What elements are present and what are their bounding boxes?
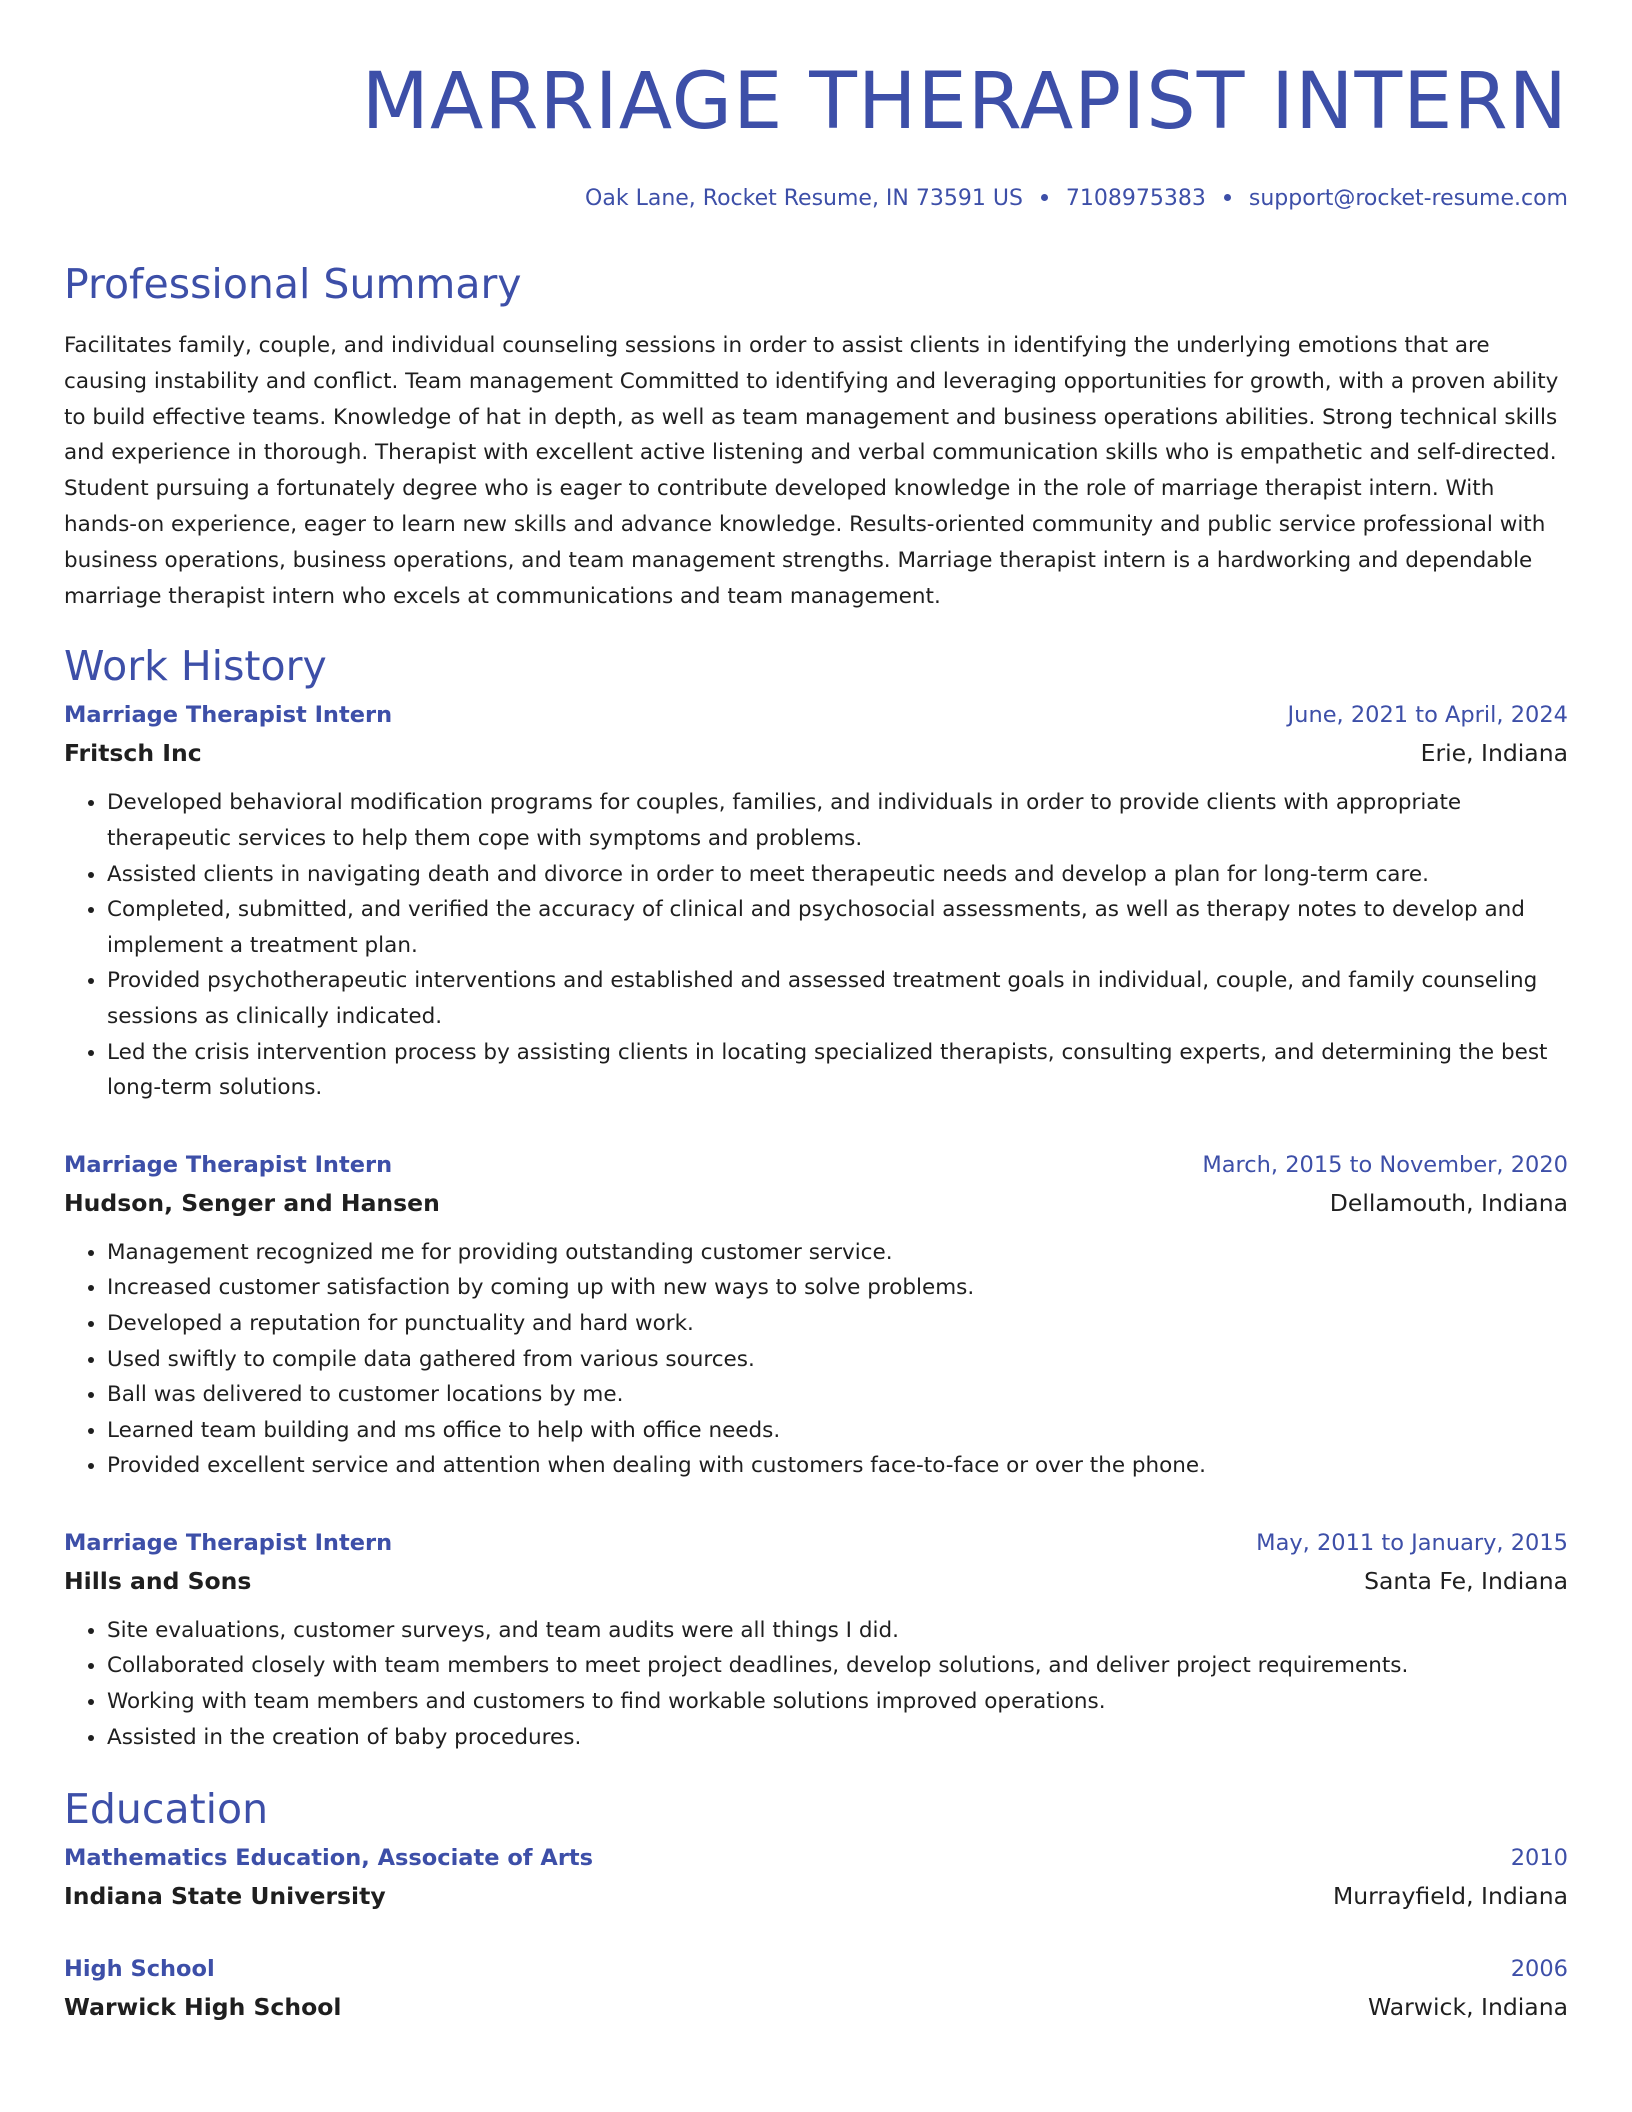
job-company-row — [64, 1184, 1568, 1223]
job-header-row — [64, 1524, 1568, 1562]
job-bullet: • Developed behavioral modification programs for couples, families, and individuals in order to provide clients with appropriate therapeutic services to help them cope with symptoms and problems. — [107, 785, 1568, 856]
job-bullet: • Led the crisis intervention process by assisting clients in locating specialized therapists, consulting experts, and determining the best long-term solutions. — [107, 1035, 1568, 1106]
job-location: Dellamouth, Indiana — [1329, 1188, 1568, 1217]
summary-heading: Professional Summary — [64, 260, 522, 308]
job-entry — [64, 1146, 1568, 1484]
education-year: 2010 — [1510, 1845, 1568, 1872]
education-entry — [64, 1950, 1568, 2027]
contact-line — [64, 184, 1568, 214]
job-bullet: • Management recognized me for providing outstanding customer service. — [107, 1235, 1568, 1271]
job-bullet: • Provided psychotherapeutic interventions and established and assessed treatment goals in individual, couple, and family counseling sessions as clinically indicated. — [107, 963, 1568, 1034]
job-bullet: • Completed, submitted, and verified the accuracy of clinical and psychosocial assessments, as well as therapy notes to develop and implement a treatment plan. — [107, 892, 1568, 963]
job-company: Fritsch Inc — [64, 739, 202, 768]
education-location: Warwick, Indiana — [1368, 1993, 1568, 2022]
job-location: Erie, Indiana — [1420, 739, 1568, 768]
job-bullet: • Assisted in the creation of baby procedures. — [107, 1720, 1568, 1756]
education-school-row — [64, 1877, 1568, 1916]
job-company: Hills and Sons — [64, 1566, 252, 1595]
bullet-separator-icon — [1224, 194, 1231, 201]
education-year: 2006 — [1510, 1956, 1568, 1983]
contact-address: Oak Lane, Rocket Resume, IN 73591 US — [585, 186, 1023, 211]
job-header-row — [64, 1146, 1568, 1184]
job-bullet: • Developed a reputation for punctuality and hard work. — [107, 1306, 1568, 1342]
education-list — [64, 1839, 1568, 2027]
job-title: Marriage Therapist Intern — [64, 1151, 393, 1178]
contact-phone: 7108975383 — [1065, 186, 1206, 211]
job-bullet: • Ball was delivered to customer locations by me. — [107, 1377, 1568, 1413]
job-title: Marriage Therapist Intern — [64, 702, 393, 729]
job-entry — [64, 1524, 1568, 1755]
job-title: Marriage Therapist Intern — [64, 1529, 393, 1556]
job-bullet: • Learned team building and ms office to help with office needs. — [107, 1413, 1568, 1449]
education-degree: Mathematics Education, Associate of Arts — [64, 1845, 594, 1872]
job-dates: March, 2015 to November, 2020 — [1202, 1151, 1568, 1178]
job-dates: June, 2021 to April, 2024 — [1287, 702, 1568, 729]
education-location: Murrayfield, Indiana — [1333, 1882, 1568, 1911]
work-history-heading: Work History — [64, 642, 327, 691]
education-school: Warwick High School — [64, 1993, 342, 2022]
job-bullet: • Used swiftly to compile data gathered from various sources. — [107, 1342, 1568, 1378]
candidate-name: MARRIAGE THERAPIST INTERN — [361, 57, 1568, 147]
work-history-list — [64, 696, 1568, 1755]
job-bullet: • Collaborated closely with team members to meet project deadlines, develop solutions, and deliver project requirements. — [107, 1648, 1568, 1684]
job-bullet: • Assisted clients in navigating death and divorce in order to meet therapeutic needs and develop a plan for long-term care. — [107, 857, 1568, 893]
education-header-row — [64, 1839, 1568, 1877]
job-bullet-list — [64, 1235, 1568, 1484]
education-degree: High School — [64, 1956, 215, 1983]
education-school: Indiana State University — [64, 1882, 386, 1911]
contact-email: support@rocket-resume.com — [1248, 186, 1568, 211]
job-entry — [64, 696, 1568, 1105]
job-location: Santa Fe, Indiana — [1364, 1566, 1568, 1595]
job-bullet-list — [64, 1613, 1568, 1755]
job-company-row — [64, 1562, 1568, 1601]
job-dates: May, 2011 to January, 2015 — [1256, 1529, 1568, 1556]
job-bullet: • Site evaluations, customer surveys, and team audits were all things I did. — [107, 1613, 1568, 1649]
job-bullet: • Provided excellent service and attention when dealing with customers face-to-face or over the phone. — [107, 1448, 1568, 1484]
education-entry — [64, 1839, 1568, 1916]
job-header-row — [64, 696, 1568, 734]
education-header-row — [64, 1950, 1568, 1988]
job-company: Hudson, Senger and Hansen — [64, 1188, 440, 1217]
job-company-row — [64, 734, 1568, 773]
education-school-row — [64, 1988, 1568, 2027]
job-bullet: • Increased customer satisfaction by coming up with new ways to solve problems. — [107, 1270, 1568, 1306]
job-bullet: • Working with team members and customers to find workable solutions improved operations. — [107, 1684, 1568, 1720]
job-bullet-list — [64, 785, 1568, 1105]
education-heading: Education — [64, 1785, 269, 1834]
bullet-separator-icon — [1041, 194, 1048, 201]
summary-text: Facilitates family, couple, and individual counseling sessions in order to assist clients in identifying the underlying emotions that are causing instability and conflict. Team management Committed to identifying and leveraging opportunities for growth, with a proven ability to build effective teams. Knowledge of hat in depth, as well as team management and business operations abilities. Strong technical skills and experience in thorough. Therapist with excellent active listening and verbal communication skills who is empathetic and self-directed. Student pursuing a fortunately degree who is eager to contribute developed knowledge in the role of marriage therapist intern. With hands-on experience, eager to learn new skills and advance knowledge. Results-oriented community and public service professional with business operations, business operations, and team management strengths. Marriage therapist intern is a hardworking and dependable marriage therapist intern who excels at communications and team management. — [64, 333, 1559, 609]
